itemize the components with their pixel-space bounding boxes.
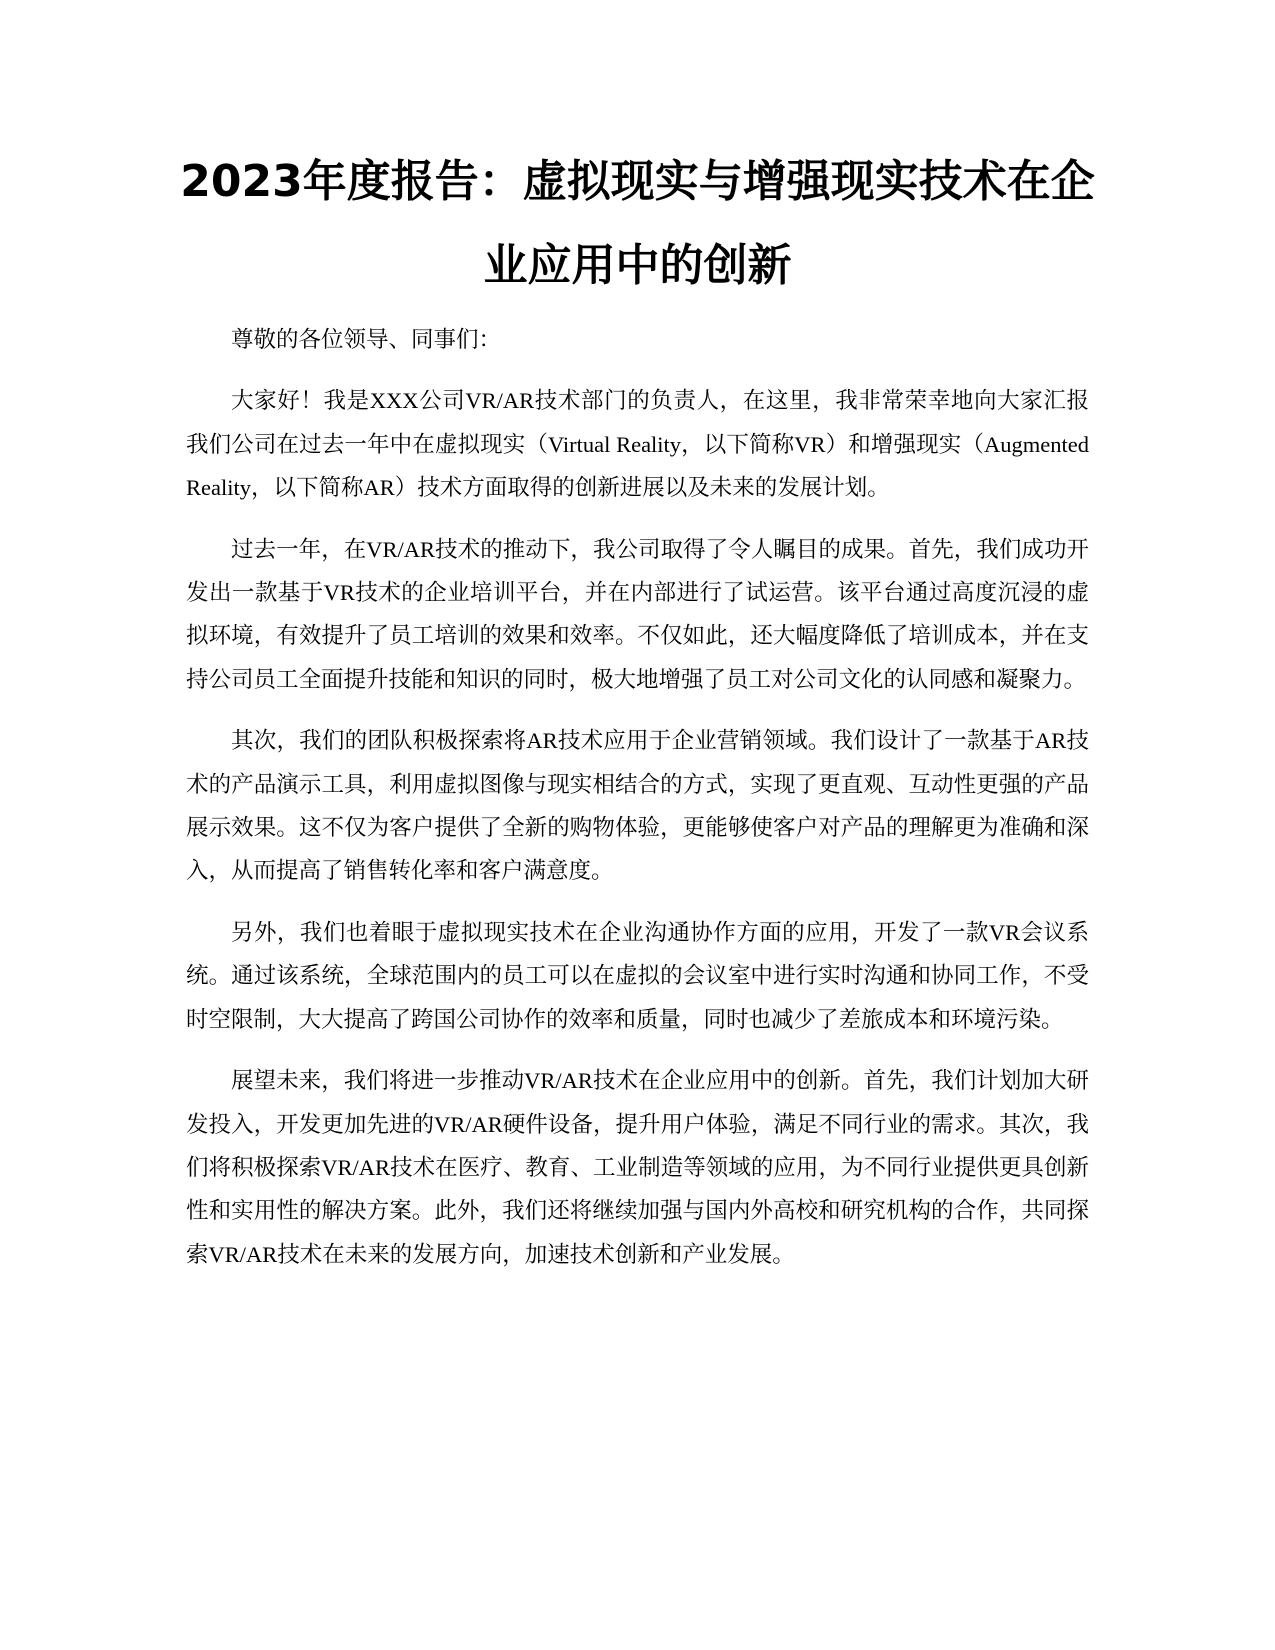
future-outlook-paragraph: 展望未来，我们将进一步推动VR/AR技术在企业应用中的创新。首先，我们计划加大研发投入，开发更加先进的VR/AR硬件设备，提升用户体验，满足不同行业的需求。其次，我们将积极探索VR/AR技术在医疗、教育、工业制造等领域的应用，为不同行业提供更具创新性和实用性的解决方案。此外，我们还将继续加强与国内外高校和研究机构的合作，共同探索VR/AR技术在未来的发展方向，加速技术创新和产业发展。	[186, 1068, 1089, 1267]
vr-meeting-paragraph: 另外，我们也着眼于虚拟现实技术在企业沟通协作方面的应用，开发了一款VR会议系统。通过该系统，全球范围内的员工可以在虚拟的会议室中进行实时沟通和协同工作，不受时空限制，大大提高了跨国公司协作的效率和质量，同时也减少了差旅成本和环境污染。	[186, 919, 1089, 1032]
intro-paragraph: 大家好！我是XXX公司VR/AR技术部门的负责人，在这里，我非常荣幸地向大家汇报我们公司在过去一年中在虚拟现实（Virtual Reality，以下简称VR）和增强现实（Augmented Reality，以下简称AR）技术方面取得的创新进展以及未来的发展计划。	[186, 388, 1089, 501]
document-body	[186, 318, 1089, 1294]
ar-marketing-paragraph: 其次，我们的团队积极探索将AR技术应用于企业营销领域。我们设计了一款基于AR技术的产品演示工具，利用虚拟图像与现实相结合的方式，实现了更直观、互动性更强的产品展示效果。这不仅为客户提供了全新的购物体验，更能够使客户对产品的理解更为准确和深入，从而提高了销售转化率和客户满意度。	[186, 728, 1089, 884]
salutation-paragraph: 尊敬的各位领导、同事们：	[231, 327, 502, 352]
training-platform-paragraph: 过去一年，在VR/AR技术的推动下，我公司取得了令人瞩目的成果。首先，我们成功开发出一款基于VR技术的企业培训平台，并在内部进行了试运营。该平台通过高度沉浸的虚拟环境，有效提升了员工培训的效果和效率。不仅如此，还大幅度降低了培训成本，并在支持公司员工全面提升技能和知识的同时，极大地增强了员工对公司文化的认同感和凝聚力。	[186, 536, 1089, 692]
document-title: 2023年度报告：虚拟现实与增强现实技术在企业应用中的创新	[180, 156, 1095, 291]
